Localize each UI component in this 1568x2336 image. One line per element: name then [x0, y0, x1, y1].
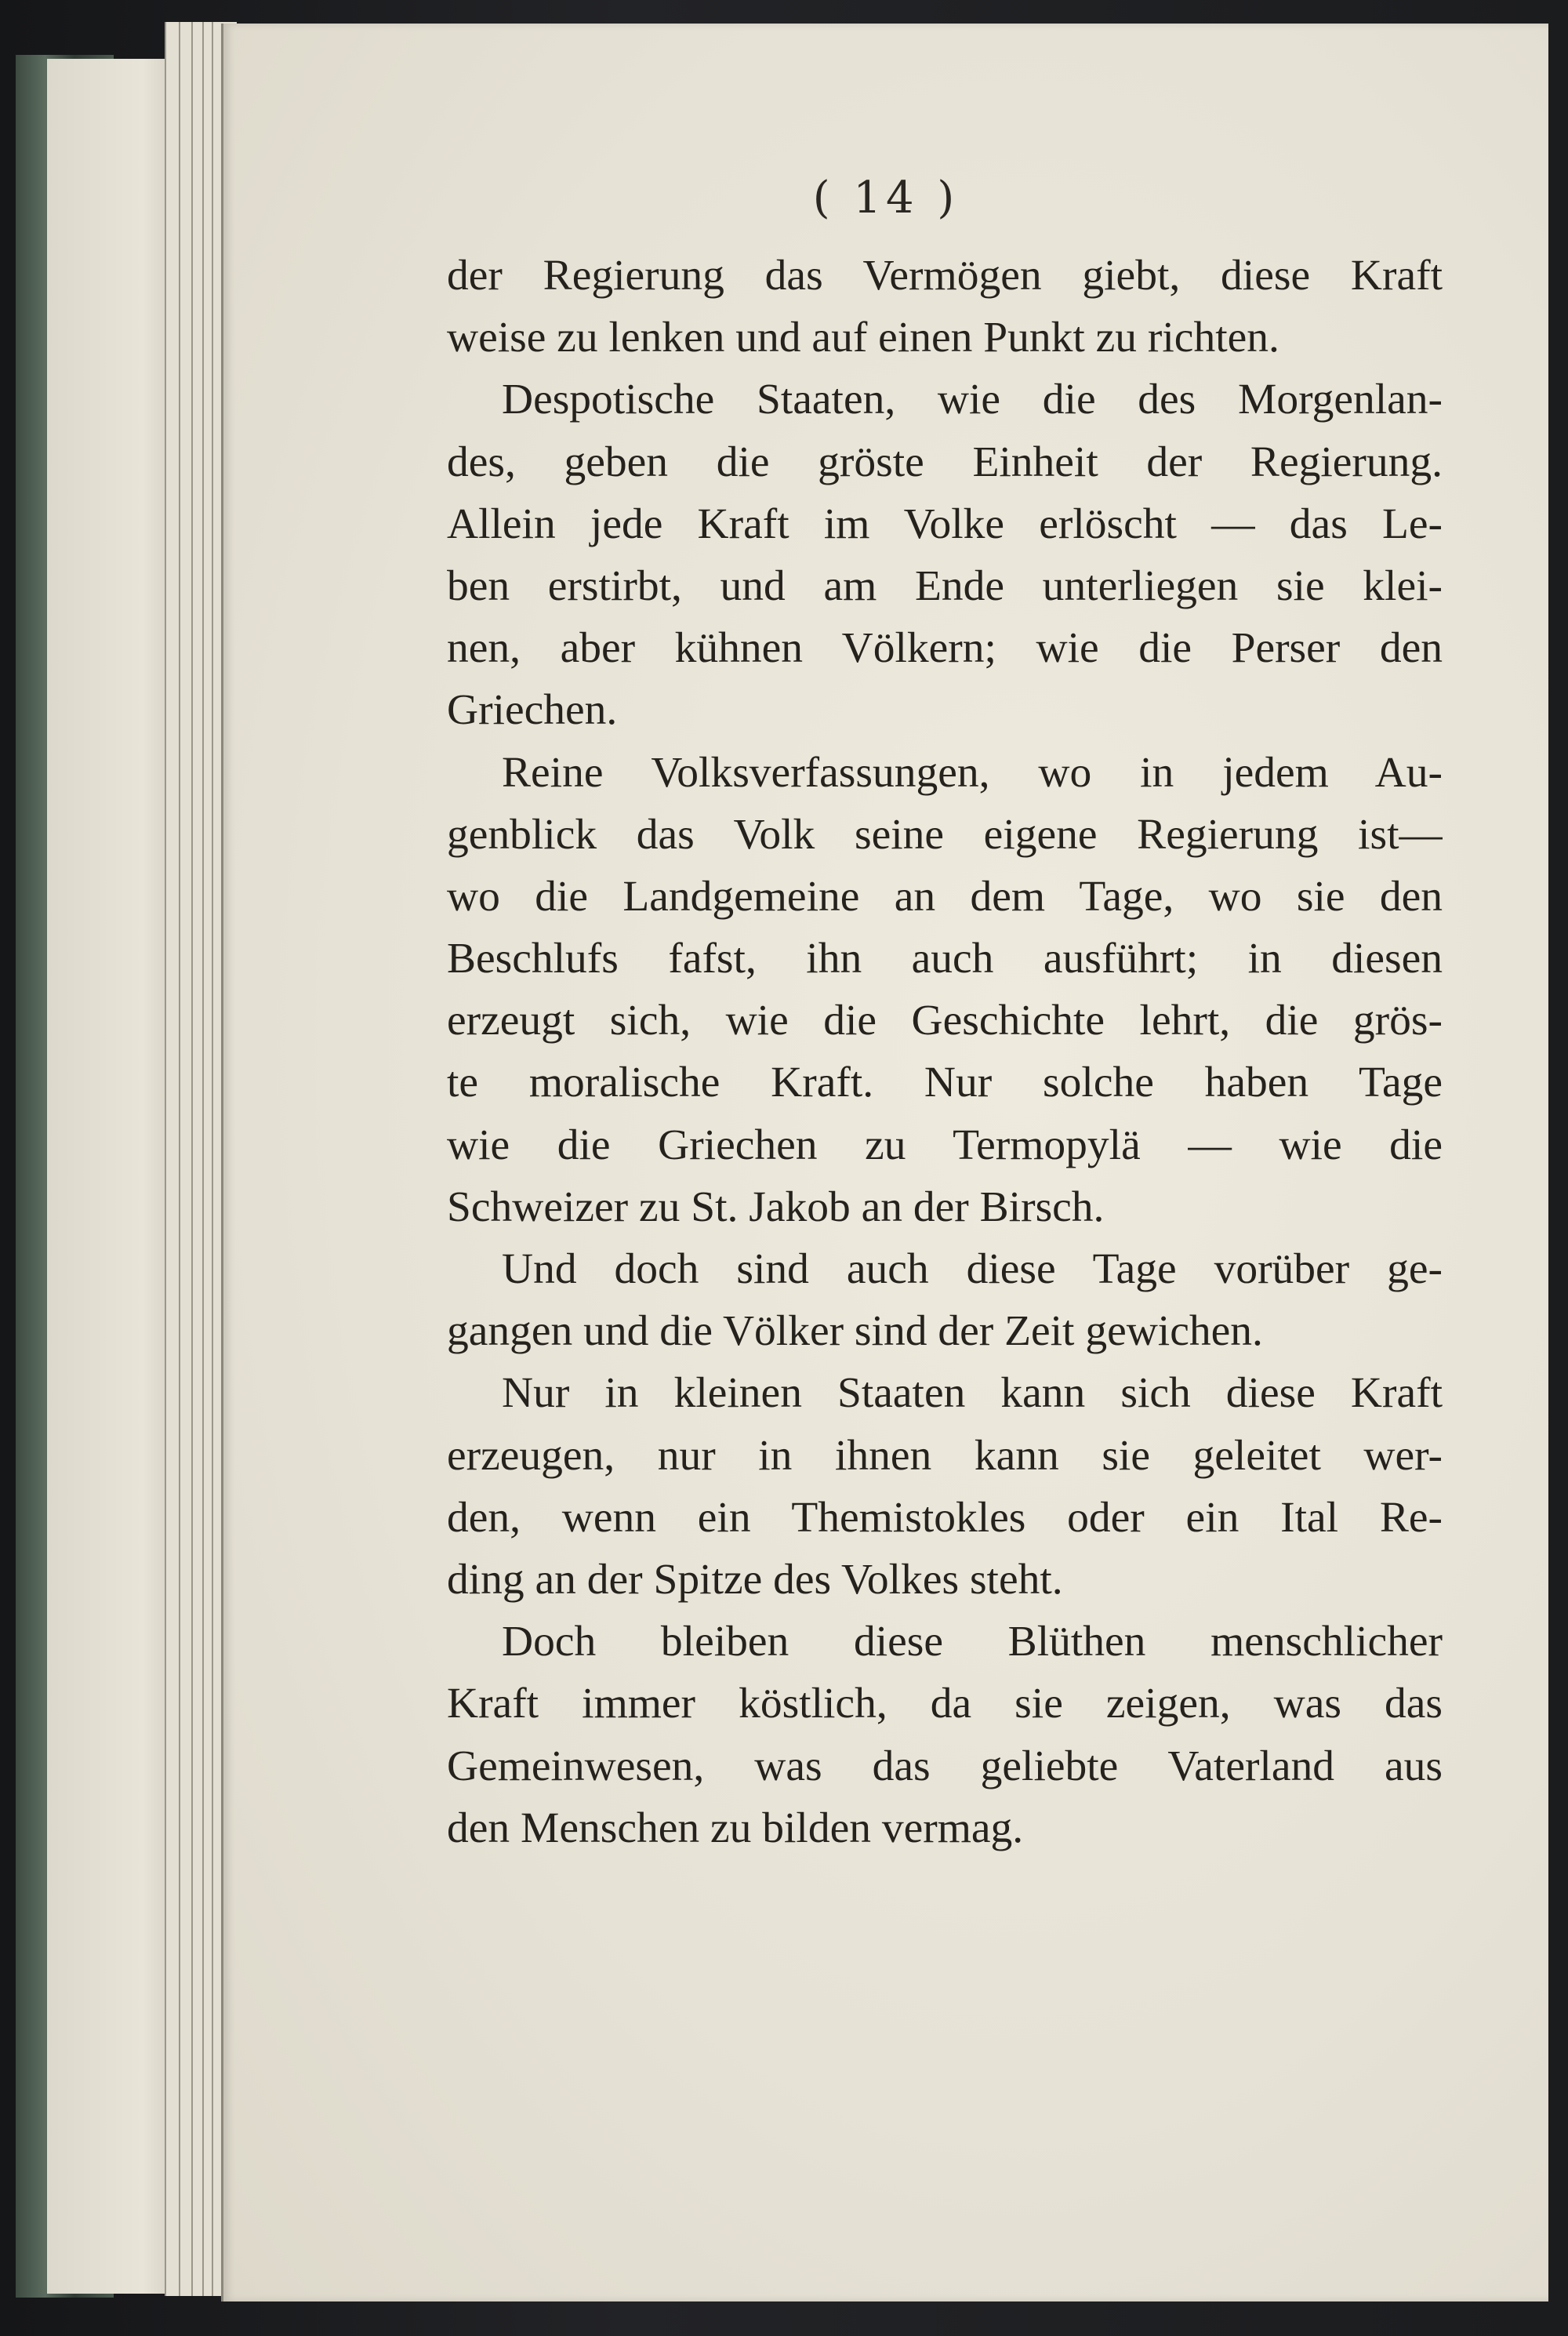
text-line: ben erstirbt, und am Ende unterliegen sie klei-: [447, 561, 1443, 610]
text-line: Griechen.: [447, 686, 618, 735]
text-line: erzeugt sich, wie die Geschichte lehrt, die grös-: [447, 997, 1443, 1045]
text-line: Schweizer zu St. Jakob an der Birsch.: [447, 1183, 1105, 1231]
text-line: weise zu lenken und auf einen Punkt zu richten.: [447, 314, 1279, 362]
text-line: der Regierung das Vermögen giebt, diese Kraft: [447, 252, 1443, 300]
text-line: wie die Griechen zu Termopylä — wie die: [447, 1121, 1443, 1169]
page-number: ( 14 ): [812, 173, 960, 223]
paragraph-start-line: Reine Volksverfassungen, wo in jedem Au-: [502, 748, 1443, 797]
text-line: den Menschen zu bilden vermag.: [447, 1804, 1024, 1852]
text-line: Gemeinwesen, was das geliebte Vaterland aus: [447, 1742, 1443, 1790]
paragraph-start-line: Doch bleiben diese Blüthen menschlicher: [502, 1618, 1443, 1666]
text-line: gangen und die Völker sind der Zeit gewichen.: [447, 1307, 1263, 1356]
flyleaf: [47, 59, 184, 2294]
paragraph-start-line: Und doch sind auch diese Tage vorüber ge-: [502, 1245, 1443, 1293]
text-line: des, geben die gröste Einheit der Regierung.: [447, 438, 1443, 486]
text-line: genblick das Volk seine eigene Regierung ist—: [447, 810, 1443, 859]
body-text: [447, 245, 1443, 1859]
text-line: te moralische Kraft. Nur solche haben Tage: [447, 1059, 1443, 1107]
paragraph-start-line: Despotische Staaten, wie die des Morgenlan-: [502, 376, 1443, 424]
text-line: nen, aber kühnen Völkern; wie die Perser den: [447, 624, 1443, 673]
text-line: wo die Landgemeine an dem Tage, wo sie den: [447, 872, 1443, 921]
text-line: erzeugen, nur in ihnen kann sie geleitet wer-: [447, 1431, 1443, 1480]
paragraph-start-line: Nur in kleinen Staaten kann sich diese Kraft: [502, 1369, 1443, 1418]
text-line: Beschlufs fafst, ihn auch ausführt; in diesen: [447, 935, 1443, 983]
text-line: Kraft immer köstlich, da sie zeigen, was das: [447, 1680, 1443, 1728]
text-line: Allein jede Kraft im Volke erlöscht — das Le-: [447, 500, 1443, 548]
text-line: ding an der Spitze des Volkes steht.: [447, 1555, 1063, 1604]
text-line: den, wenn ein Themistokles oder ein Ital Re-: [447, 1493, 1443, 1542]
